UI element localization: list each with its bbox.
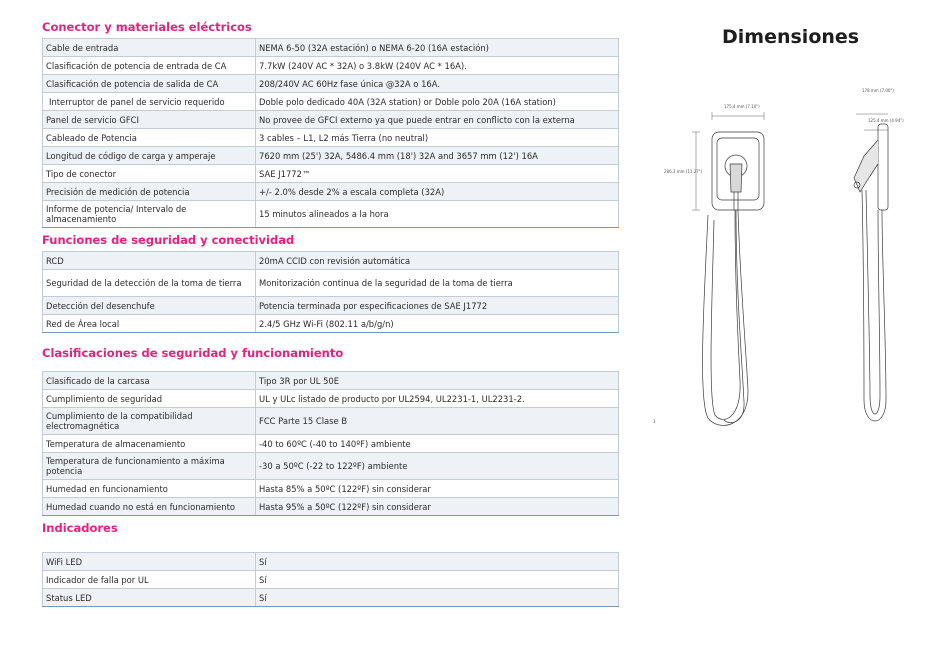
front-width-label: 175.4 mm (7.10") [724,104,760,109]
table-row [43,183,619,201]
spec-label: Precisión de medición de potencia [43,183,256,201]
cable-front-top [734,192,738,210]
spec-value: Sí [256,553,619,571]
table-row [43,589,619,607]
spec-label: Clasificación de potencia de salida de CA [43,75,256,93]
spec-value: UL y ULc listado de producto por UL2594, UL2231-1, UL2231-2. [256,390,619,408]
table-row [43,297,619,315]
table-row [43,498,619,516]
table-row [43,111,619,129]
section-title-safety-connectivity: Funciones de seguridad y conectividad [42,233,295,247]
spec-value: 7.7kW (240V AC * 32A) o 3.8kW (240V AC * 16A). [256,57,619,75]
section-title-indicators: Indicadores [42,521,118,535]
spec-value: Monitorización continua de la seguridad de la toma de tierra [256,270,619,297]
table-row [43,480,619,498]
spec-value: FCC Parte 15 Clase B [256,408,619,435]
table-row [43,553,619,571]
table-row [43,453,619,480]
spec-label: Informe de potencia/ Intervalo de almacenamiento [43,201,256,228]
section-title-ratings: Clasificaciones de seguridad y funcionamiento [42,346,344,360]
spec-value: -40 to 60ºC (-40 to 140ºF) ambiente [256,435,619,453]
section-title-electrical: Conector y materiales eléctricos [42,20,252,34]
spec-value: -30 a 50ºC (-22 to 122ºF) ambiente [256,453,619,480]
charger-side-view [854,114,888,421]
spec-label: Temperatura de almacenamiento [43,435,256,453]
spec-label: Red de Área local [43,315,256,333]
table-row [43,571,619,589]
spec-label: Seguridad de la detección de la toma de tierra [43,270,256,297]
cable-front-loop-mid [724,210,744,423]
table-row [43,75,619,93]
table-row [43,147,619,165]
spec-value: NEMA 6-50 (32A estación) o NEMA 6-20 (16A estación) [256,39,619,57]
table-row [43,93,619,111]
page-number: 3 [653,419,656,424]
spec-value: No provee de GFCI externo ya que puede entrar en conflicto con la externa [256,111,619,129]
cable-side-loop-inner [866,190,880,414]
charger-side-body [878,124,888,210]
spec-label: Detección del desenchufe [43,297,256,315]
table-row [43,252,619,270]
spec-value: 208/240V AC 60Hz fase única @32A o 16A. [256,75,619,93]
spec-table-indicators [42,552,619,607]
front-width-dimension-line [712,112,764,120]
spec-value: Sí [256,571,619,589]
spec-label: Indicador de falla por UL [43,571,256,589]
spec-label: WiFi LED [43,553,256,571]
table-row [43,129,619,147]
spec-label: Interruptor de panel de servicio requerido [43,93,256,111]
spec-table-safety-connectivity [42,251,619,333]
table-row [43,315,619,333]
cable-front-loop-inner [711,210,740,419]
spec-label: Humedad en funcionamiento [43,480,256,498]
cable-side-loop [862,190,886,421]
table-row [43,201,619,228]
spec-label: Cumplimiento de la compatibilidad electromagnética [43,408,256,435]
spec-label: Clasificación de potencia de entrada de CA [43,57,256,75]
spec-value: SAE J1772™ [256,165,619,183]
spec-label: Tipo de conector [43,165,256,183]
dimensions-title: Dimensiones [722,26,860,48]
spec-label: Clasificado de la carcasa [43,372,256,390]
spec-value: 15 minutos alineados a la hora [256,201,619,228]
spec-label: Temperatura de funcionamiento a máxima potencia [43,453,256,480]
spec-value: 3 cables – L1, L2 más Tierra (no neutral) [256,129,619,147]
spec-value: 2.4/5 GHz Wi-Fi (802.11 a/b/g/n) [256,315,619,333]
front-height-label: 286.3 mm (11.27") [664,169,703,174]
charger-front-view [692,112,764,425]
spec-label: Cableado de Potencia [43,129,256,147]
connector-front-handle [730,164,742,192]
side-depth2-label: 125.4 mm (4.94") [868,118,904,123]
spec-value: 20mA CCID con revisión automática [256,252,619,270]
spec-value: +/- 2.0% desde 2% a escala completa (32A) [256,183,619,201]
table-row [43,39,619,57]
spec-value: Doble polo dedicado 40A (32A station) or Doble polo 20A (16A station) [256,93,619,111]
spec-label: RCD [43,252,256,270]
table-row [43,390,619,408]
connector-side-handle [854,140,878,192]
dimensions-drawing [650,80,930,440]
spec-value: Hasta 95% a 50ºC (122ºF) sin considerar [256,498,619,516]
spec-label: Humedad cuando no está en funcionamiento [43,498,256,516]
spec-value: Hasta 85% a 50ºC (122ºF) sin considerar [256,480,619,498]
side-depth-label: 178 mm (7.00") [862,88,894,93]
table-row [43,270,619,297]
spec-value: Sí [256,589,619,607]
spec-table-electrical [42,38,619,228]
cable-front-loop-outer [703,210,748,425]
spec-label: Panel de servicio GFCI [43,111,256,129]
spec-value: Potencia terminada por especificaciones de SAE J1772 [256,297,619,315]
table-row [43,435,619,453]
spec-table-ratings [42,371,619,516]
spec-label: Status LED [43,589,256,607]
table-row [43,165,619,183]
spec-label: Cable de entrada [43,39,256,57]
table-row [43,408,619,435]
table-row [43,57,619,75]
spec-value: Tipo 3R por UL 50E [256,372,619,390]
table-row [43,372,619,390]
spec-label: Cumplimiento de seguridad [43,390,256,408]
spec-value: 7620 mm (25') 32A, 5486.4 mm (18') 32A and 3657 mm (12') 16A [256,147,619,165]
spec-label: Longitud de código de carga y amperaje [43,147,256,165]
